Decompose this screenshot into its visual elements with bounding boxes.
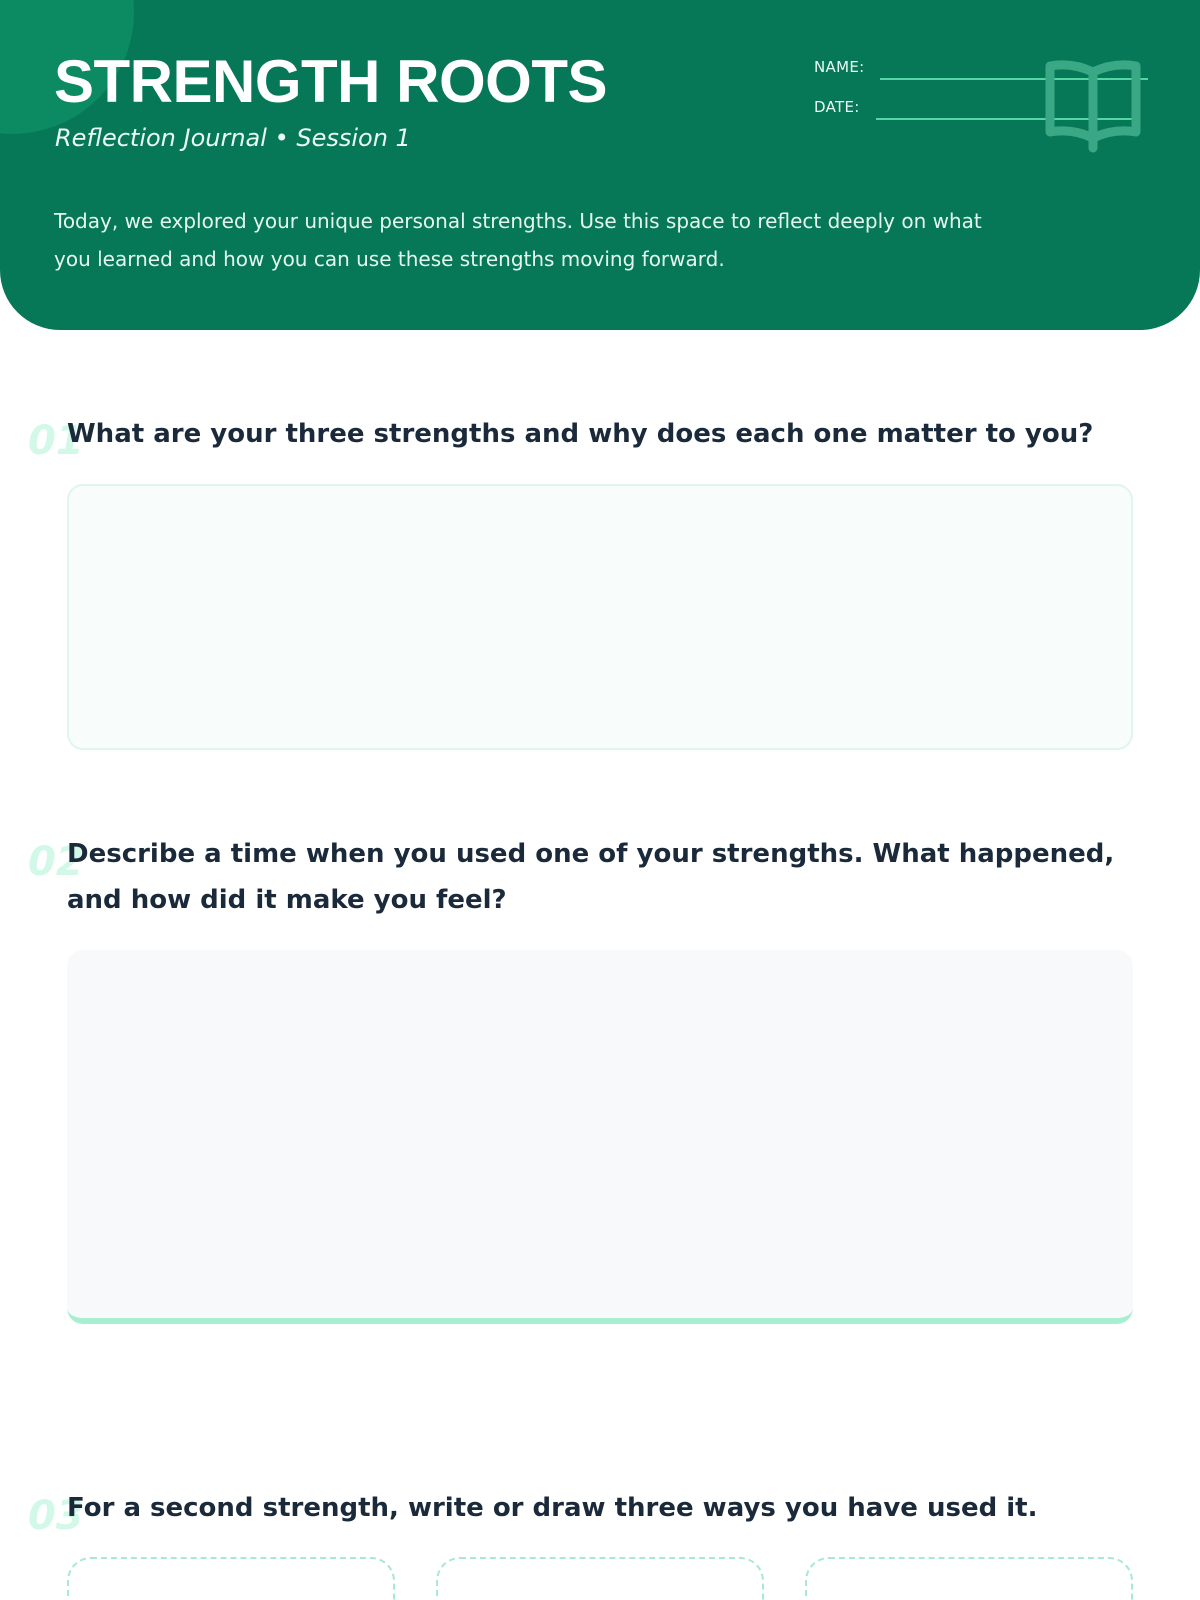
name-label: NAME: [814,58,865,76]
date-label: DATE: [814,98,860,116]
intro-text: Today, we explored your unique personal strengths. Use this space to reflect deeply on what you learned and how you can use these strengths moving forward. [54,209,982,271]
answer-box-1[interactable] [67,484,1133,750]
question-number-2: 02 [28,839,84,885]
question-number-3: 03 [28,1493,84,1539]
journal-header [0,0,1200,330]
question-1-text: What are your three strengths and why does each one matter to you? [67,419,1094,449]
answer-box-3a[interactable] [67,1557,395,1600]
question-2-text: Describe a time when you used one of your strengths. What happened, and how did it make you feel? [67,839,1115,915]
question-number-1: 01 [28,418,84,464]
page-title: STRENGTH ROOTS [54,48,608,115]
answer-box-3c[interactable] [805,1557,1133,1600]
book-icon [1042,60,1144,154]
answer-box-3b[interactable] [436,1557,764,1600]
answer-box-2[interactable] [67,950,1133,1324]
question-3-text: For a second strength, write or draw three ways you have used it. [67,1493,1038,1523]
page-subtitle: Reflection Journal • Session 1 [55,124,411,152]
